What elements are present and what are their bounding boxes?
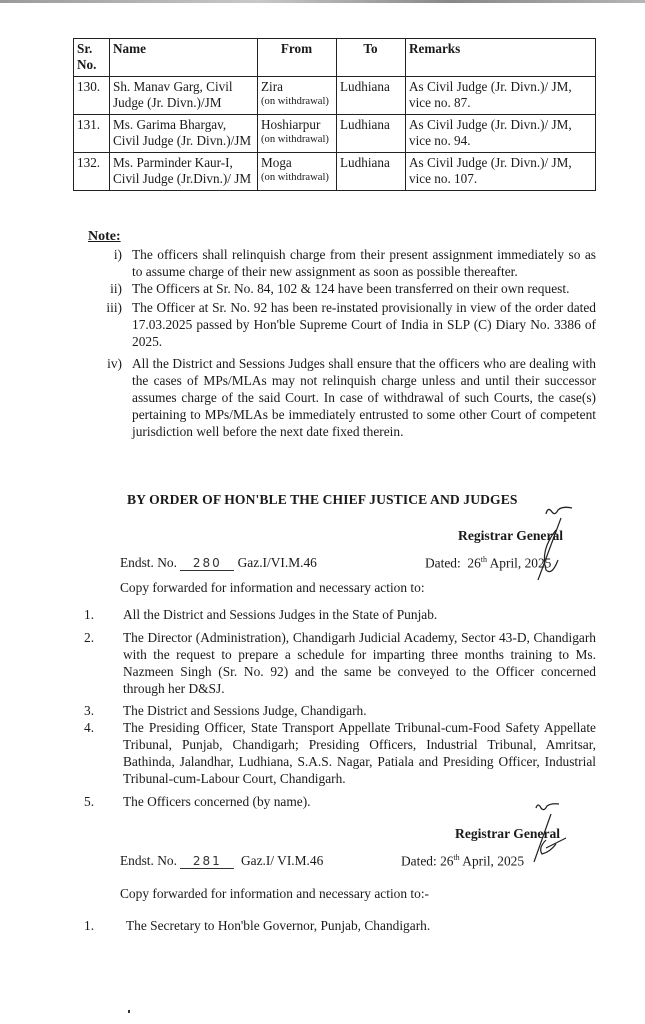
- cell-remarks: As Civil Judge (Jr. Divn.)/ JM, vice no. 107.: [406, 153, 596, 191]
- scan-speck: [128, 1010, 130, 1013]
- item-text: The Secretary to Hon'ble Governor, Punjab, Chandigarh.: [126, 918, 431, 933]
- notes-list: [88, 246, 596, 440]
- endst-prefix: Endst. No.: [120, 555, 177, 570]
- from-note: (on withdrawal): [261, 172, 329, 183]
- note-number: iii): [106, 300, 122, 315]
- note-number: ii): [110, 281, 122, 296]
- note-text: The Officer at Sr. No. 92 has been re-instated provisionally in view of the order dated 17.03.2025 passed by Hon'ble Supreme Court of India in SLP (C) Diary No. 3386 of 2025.: [132, 300, 596, 349]
- item-text: All the District and Sessions Judges in the State of Punjab.: [123, 607, 438, 622]
- from-place: Zira: [261, 79, 283, 94]
- list-item: [84, 629, 596, 697]
- item-text: The Director (Administration), Chandigarh Judicial Academy, Sector 43-D, Chandigarh with the request to prepare a schedule for imparting three months training to Ms. Nazmeen Singh (Sr. No. 92) and the same be conveyed to the Officer concerned through her D&SJ.: [123, 630, 596, 696]
- table-row: [74, 115, 596, 153]
- list-item: [84, 702, 596, 719]
- item-number: 2.: [84, 630, 95, 645]
- endst-number-handwritten: 280: [180, 557, 234, 571]
- recipient-list-1: [84, 606, 596, 810]
- item-number: 5.: [84, 794, 95, 809]
- transfer-table: [73, 38, 596, 191]
- item-text: The District and Sessions Judge, Chandigarh.: [123, 703, 367, 718]
- endst-prefix: Endst. No.: [120, 853, 177, 868]
- cell-name: Sh. Manav Garg, Civil Judge (Jr. Divn.)/JM: [110, 77, 258, 115]
- item-text: The Officers concerned (by name).: [123, 794, 311, 809]
- note-number: i): [113, 247, 122, 262]
- table-row: [74, 153, 596, 191]
- note-text: All the District and Sessions Judges shall ensure that the officers who are dealing with the cases of MPs/MLAs may not relinquish charge unless and until their successor assumes charge of the said Court. In case of withdrawal of such Courts, the case(s) pertaining to MPs/MLAs be immediately entrusted to some other Court of competent jurisdiction well before the next date fixed therein.: [132, 356, 596, 439]
- cell-to: Ludhiana: [337, 153, 406, 191]
- date-rest: April, 2025: [462, 853, 525, 869]
- dated-label: Dated:: [401, 853, 437, 869]
- endst-ref: Gaz.I/VI.M.46: [237, 555, 317, 570]
- header-sr-no: Sr. No.: [74, 39, 110, 77]
- date-suffix: th: [453, 853, 460, 862]
- note-text: The officers shall relinquish charge from their present assignment immediately so as to assume charge of their new assignment as soon as possible thereafter.: [132, 247, 596, 279]
- cell-remarks: As Civil Judge (Jr. Divn.)/ JM, vice no. 94.: [406, 115, 596, 153]
- note-item: [88, 299, 596, 350]
- endst-ref: Gaz.I/ VI.M.46: [240, 853, 324, 868]
- item-number: 3.: [84, 703, 95, 718]
- list-item: [84, 917, 596, 934]
- copy-forwarded-line-1: Copy forwarded for information and necessary action to:: [120, 580, 425, 595]
- date-rest: April, 2025: [489, 555, 552, 571]
- dated-2: [401, 853, 524, 869]
- date-suffix: th: [480, 555, 488, 564]
- cell-sr: 132.: [74, 153, 110, 191]
- registrar-general-title-1: Registrar General: [458, 528, 564, 543]
- table-row: [74, 77, 596, 115]
- signature-icon: [516, 500, 586, 590]
- page-top-edge: [0, 0, 645, 3]
- list-item: [84, 719, 596, 787]
- from-note: (on withdrawal): [261, 134, 329, 145]
- from-place: Moga: [261, 155, 292, 170]
- table-header-row: [74, 39, 596, 77]
- note-item: [88, 280, 596, 297]
- header-name: Name: [110, 39, 258, 77]
- copy-forwarded-line-2: Copy forwarded for information and necessary action to:-: [120, 886, 429, 901]
- item-number: 1.: [84, 607, 95, 622]
- dated-1: [425, 555, 551, 571]
- header-to: To: [337, 39, 406, 77]
- header-remarks: Remarks: [406, 39, 596, 77]
- from-place: Hoshiarpur: [261, 117, 321, 132]
- note-item: [88, 246, 596, 280]
- cell-name: Ms. Garima Bhargav, Civil Judge (Jr. Divn.)/JM: [110, 115, 258, 153]
- cell-from: [258, 77, 337, 115]
- item-number: 4.: [84, 720, 95, 735]
- cell-to: Ludhiana: [337, 115, 406, 153]
- endst-number-handwritten: 281: [180, 855, 234, 869]
- list-item: [84, 606, 596, 623]
- item-text: The Presiding Officer, State Transport Appellate Tribunal-cum-Food Safety Appellate Tribunal, Punjab, Chandigarh; Presiding Officers, Industrial Tribunal, Amritsar, Bathinda, Jalandhar, Ludhiana, S.A.S. Nagar, Patiala and Presiding Officer, Industrial Tribunal-cum-Labour Court, Chandigarh.: [123, 720, 596, 786]
- cell-sr: 130.: [74, 77, 110, 115]
- cell-from: [258, 115, 337, 153]
- note-heading: Note:: [88, 229, 121, 244]
- date-day: 26: [440, 853, 454, 869]
- endorsement-number-2: [120, 853, 323, 869]
- note-number: iv): [107, 356, 122, 371]
- endorsement-number-1: [120, 555, 317, 571]
- cell-to: Ludhiana: [337, 77, 406, 115]
- recipient-list-2: [84, 917, 596, 934]
- date-day: 26: [467, 555, 481, 571]
- cell-remarks: As Civil Judge (Jr. Divn.)/ JM, vice no. 87.: [406, 77, 596, 115]
- order-line: BY ORDER OF HON'BLE THE CHIEF JUSTICE AND JUDGES: [127, 492, 518, 507]
- cell-sr: 131.: [74, 115, 110, 153]
- from-note: (on withdrawal): [261, 96, 329, 107]
- note-item: [88, 355, 596, 440]
- cell-from: [258, 153, 337, 191]
- cell-name: Ms. Parminder Kaur-I, Civil Judge (Jr.Divn.)/ JM: [110, 153, 258, 191]
- note-text: The Officers at Sr. No. 84, 102 & 124 have been transferred on their own request.: [132, 281, 570, 296]
- item-number: 1.: [84, 918, 95, 933]
- registrar-general-title-2: Registrar General: [455, 826, 561, 841]
- dated-label: Dated:: [425, 555, 461, 571]
- header-from: From: [258, 39, 337, 77]
